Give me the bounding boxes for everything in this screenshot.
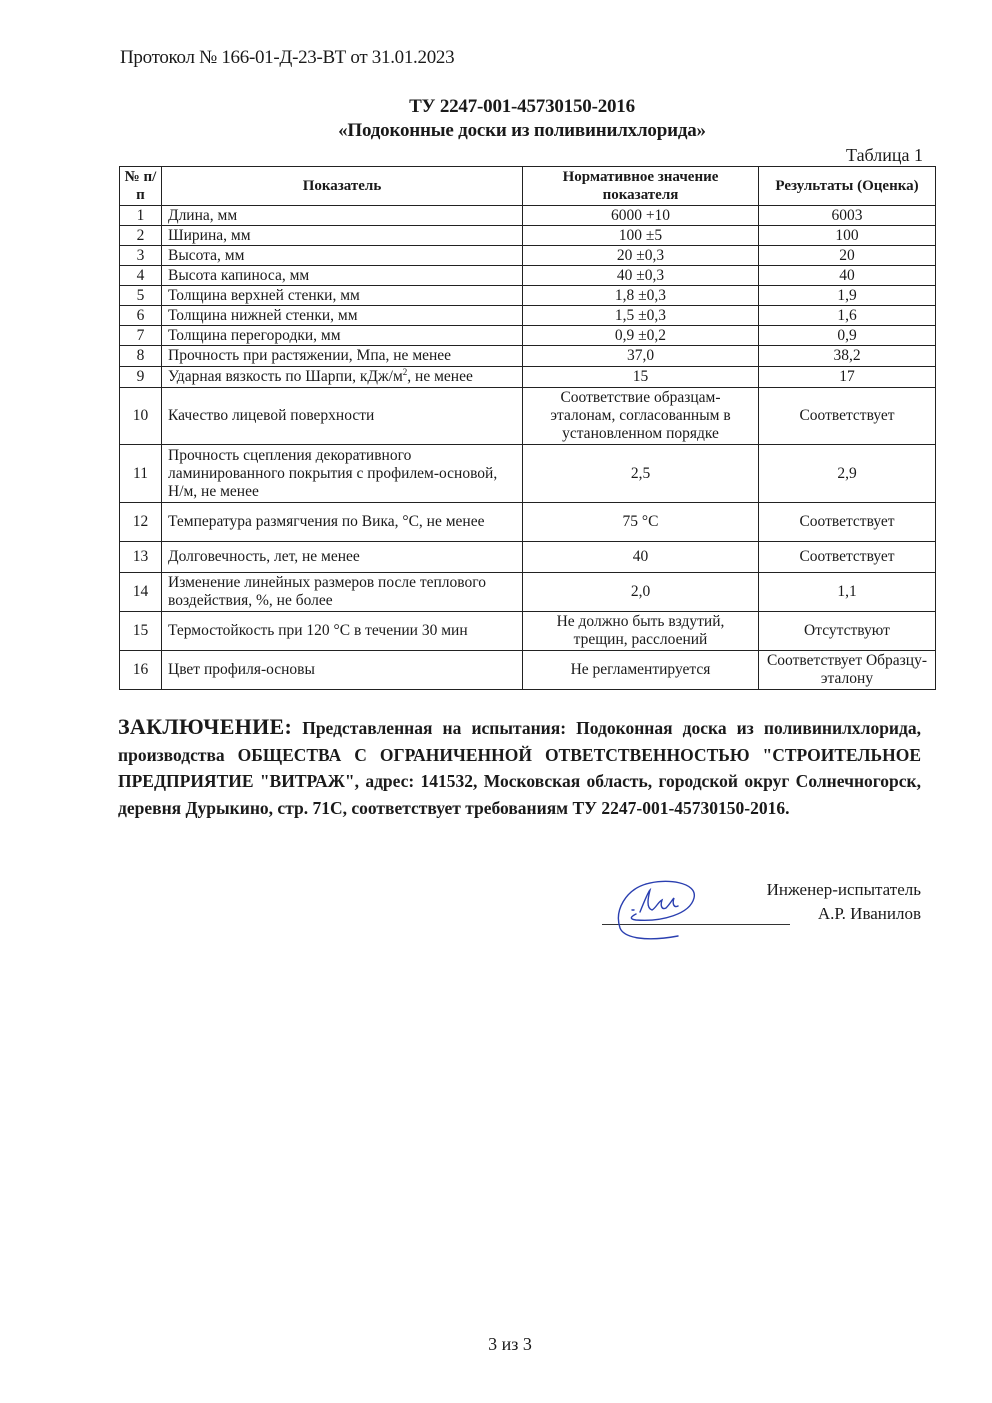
tu-code-title: ТУ 2247-001-45730150-2016 (409, 96, 635, 117)
row-indicator: Высота, мм (162, 246, 523, 266)
row-norm: 6000 +10 (523, 206, 759, 226)
row-indicator: Длина, мм (162, 206, 523, 226)
table-row (120, 503, 936, 542)
table-row (120, 367, 936, 388)
row-norm: 0,9 ±0,2 (523, 326, 759, 346)
conclusion-paragraph (118, 714, 921, 821)
row-norm: 37,0 (523, 346, 759, 367)
row-norm: Соответствие образцам-эталонам, согласованным в установленном порядке (523, 388, 759, 445)
row-num: 10 (120, 388, 162, 445)
row-num: 1 (120, 206, 162, 226)
row-num: 3 (120, 246, 162, 266)
row-result: 100 (759, 226, 936, 246)
row-num: 2 (120, 226, 162, 246)
table-row (120, 306, 936, 326)
row-result: 20 (759, 246, 936, 266)
row-num: 16 (120, 651, 162, 690)
table-row (120, 542, 936, 573)
row-num: 5 (120, 286, 162, 306)
row-norm: 40 ±0,3 (523, 266, 759, 286)
table-row (120, 326, 936, 346)
row-result: Соответствует (759, 388, 936, 445)
row-result: Соответствует Образцу-эталону (759, 651, 936, 690)
row-num: 7 (120, 326, 162, 346)
row-norm: 40 (523, 542, 759, 573)
table-row (120, 226, 936, 246)
conclusion-text: Представленная на испытания: Подоконная доска из поливинилхлорида, производства ОБЩЕСТВА С ОГРАНИЧЕННОЙ ОТВЕТСТВЕННОСТЬЮ "СТРОИТЕЛЬНОЕ ПРЕДПРИЯТИЕ "ВИТРАЖ", адрес: 141532, Московская область, городской округ Солнечногорск, деревня Дурыкино, стр. 71С, соответствует требованиям ТУ 2247-001-45730150-2016. (118, 718, 921, 818)
row-result: 38,2 (759, 346, 936, 367)
conclusion-lead: ЗАКЛЮЧЕНИЕ: (118, 714, 293, 739)
row-result: 0,9 (759, 326, 936, 346)
row-num: 9 (120, 367, 162, 388)
row-indicator: Температура размягчения по Вика, °С, не менее (162, 503, 523, 542)
header-indicator: Показатель (162, 167, 523, 206)
table-row (120, 445, 936, 503)
row-indicator: Ударная вязкость по Шарпи, кДж/$м^2$, не менее (162, 367, 523, 388)
row-norm: Не регламентируется (523, 651, 759, 690)
row-indicator: Изменение линейных размеров после теплового воздействия, %, не более (162, 573, 523, 612)
row-result: 40 (759, 266, 936, 286)
row-result: 17 (759, 367, 936, 388)
row-indicator: Прочность при растяжении, Мпа, не менее (162, 346, 523, 367)
row-indicator: Толщина нижней стенки, мм (162, 306, 523, 326)
row-result: 1,1 (759, 573, 936, 612)
row-result: 6003 (759, 206, 936, 226)
row-num: 11 (120, 445, 162, 503)
row-num: 8 (120, 346, 162, 367)
row-norm: 100 ±5 (523, 226, 759, 246)
row-num: 13 (120, 542, 162, 573)
results-table (119, 166, 936, 690)
row-result: 1,9 (759, 286, 936, 306)
signer-name: А.Р. Иванилов (817, 904, 921, 923)
row-indicator: Термостойкость при 120 °С в течении 30 мин (162, 612, 523, 651)
row-result: Соответствует (759, 542, 936, 573)
row-norm: 15 (523, 367, 759, 388)
row-norm: 75 °С (523, 503, 759, 542)
row-result: Соответствует (759, 503, 936, 542)
table-row (120, 651, 936, 690)
row-result: 2,9 (759, 445, 936, 503)
table-header-row (120, 167, 936, 206)
row-indicator: Долговечность, лет, не менее (162, 542, 523, 573)
row-result: Отсутствуют (759, 612, 936, 651)
table-row (120, 286, 936, 306)
header-result: Результаты (Оценка) (759, 167, 936, 206)
row-num: 4 (120, 266, 162, 286)
row-norm: 1,5 ±0,3 (523, 306, 759, 326)
table-row (120, 573, 936, 612)
product-title: «Подоконные доски из поливинилхлорида» (338, 120, 706, 141)
table-row (120, 246, 936, 266)
row-indicator: Цвет профиля-основы (162, 651, 523, 690)
row-indicator: Толщина верхней стенки, мм (162, 286, 523, 306)
row-num: 6 (120, 306, 162, 326)
table-caption: Таблица 1 (846, 145, 923, 165)
row-indicator: Толщина перегородки, мм (162, 326, 523, 346)
protocol-number: Протокол № 166-01-Д-23-ВТ от 31.01.2023 (120, 47, 455, 68)
row-num: 14 (120, 573, 162, 612)
row-num: 12 (120, 503, 162, 542)
row-norm: 2,5 (523, 445, 759, 503)
row-result: 1,6 (759, 306, 936, 326)
table-row (120, 206, 936, 226)
signer-role: Инженер-испытатель (766, 880, 921, 899)
row-indicator: Качество лицевой поверхности (162, 388, 523, 445)
page-number: 3 из 3 (488, 1334, 532, 1354)
handwritten-signature-icon (606, 876, 706, 942)
table-row (120, 612, 936, 651)
row-norm: 2,0 (523, 573, 759, 612)
header-norm: Нормативное значение показателя (523, 167, 759, 206)
table-row (120, 346, 936, 367)
row-indicator: Высота капиноса, мм (162, 266, 523, 286)
row-num: 15 (120, 612, 162, 651)
row-norm: 20 ±0,3 (523, 246, 759, 266)
table-row (120, 266, 936, 286)
row-indicator: Ширина, мм (162, 226, 523, 246)
table-row (120, 388, 936, 445)
header-num: № п/п (120, 167, 162, 206)
row-norm: Не должно быть вздутий, трещин, расслоений (523, 612, 759, 651)
row-norm: 1,8 ±0,3 (523, 286, 759, 306)
row-indicator: Прочность сцепления декоративного ламинированного покрытия с профилем-основой, Н/м, не менее (162, 445, 523, 503)
